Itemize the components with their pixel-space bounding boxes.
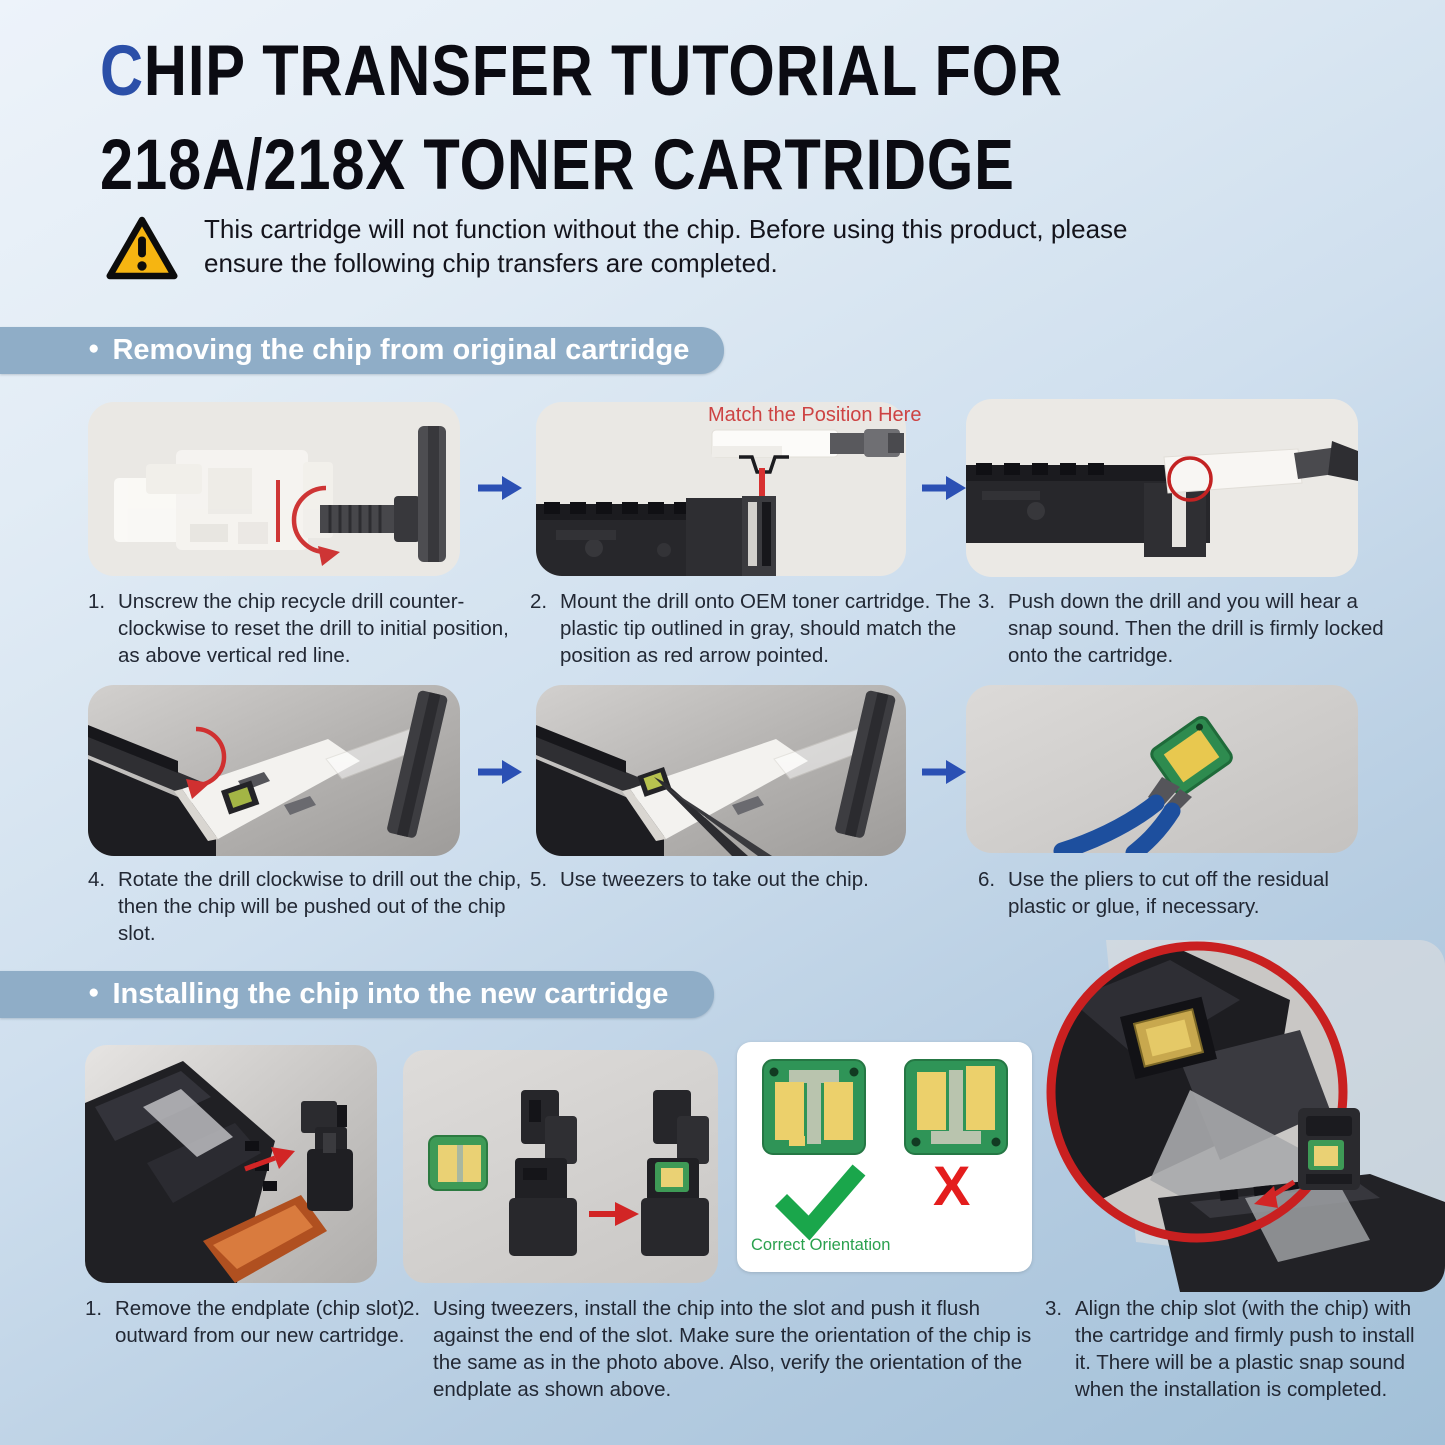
drill-handle (418, 426, 446, 562)
endplate-removal-illustration (85, 1045, 377, 1283)
section-header-installing (0, 971, 714, 1018)
drill-tip-piece (712, 429, 904, 472)
step-body: Rotate the drill clockwise to drill out the chip, then the chip will be pushed out of the chip slot. (118, 868, 522, 945)
step-text (978, 866, 1378, 920)
illustration-step2-mount-drill (536, 402, 906, 576)
step-number: 3. (1045, 1297, 1063, 1320)
drill-mount-illustration (536, 402, 906, 576)
step-text (88, 588, 522, 669)
endplate (301, 1101, 353, 1211)
step-text (403, 1295, 1043, 1403)
chip (429, 1136, 487, 1190)
drill-reset-illustration (88, 402, 460, 576)
section-header-removing (0, 327, 724, 374)
drill-handle (834, 690, 896, 839)
right-arrow-icon (920, 472, 968, 504)
drill-shaft (320, 496, 420, 542)
step-text (85, 1295, 433, 1349)
step-number: 4. (88, 868, 106, 891)
right-arrow-icon (920, 756, 968, 788)
step-body: Unscrew the chip recycle drill counter-clockwise to reset the drill to initial position, as above vertical red line. (118, 590, 509, 667)
step-body: Align the chip slot (with the chip) with the cartridge and firmly push to install it. There will be a plastic snap sound when the installation is completed. (1075, 1297, 1415, 1401)
bullet-icon: ● (88, 981, 100, 1003)
title-line1-text: HIP TRANSFER TUTORIAL FOR (143, 32, 1063, 111)
step-number: 6. (978, 868, 996, 891)
cross-icon: X (933, 1154, 971, 1217)
correct-orientation-label: Correct Orientation (751, 1236, 891, 1254)
illustration-step5-tweezers (536, 685, 906, 856)
tweezers-illustration (536, 685, 906, 856)
step-body: Push down the drill and you will hear a snap sound. Then the drill is firmly locked onto the cartridge. (1008, 590, 1384, 667)
step-body: Remove the endplate (chip slot) outward from our new cartridge. (115, 1297, 405, 1347)
drill-locked-illustration (966, 399, 1358, 577)
right-arrow-icon (476, 472, 524, 504)
step-body: Using tweezers, install the chip into the slot and push it flush against the end of the slot. Make sure the orientation of the chip is the same as in the photo above. Also, verify the orientation of the endplate as shown above. (433, 1297, 1032, 1401)
pliers-handles (1062, 803, 1172, 853)
step-number: 1. (88, 590, 106, 613)
step-number: 1. (85, 1297, 103, 1320)
step-body: Use tweezers to take out the chip. (560, 868, 869, 891)
illustration-install3-snap-endplate (1040, 940, 1445, 1292)
title-accent-letter: C (100, 32, 144, 111)
step-text (978, 588, 1398, 669)
step-text (530, 588, 998, 669)
page-title-line2: 218A/218X TONER CARTRIDGE (100, 126, 1015, 205)
illustration-install2-insert-chip (403, 1050, 718, 1283)
step-text (1045, 1295, 1435, 1403)
endplate-empty (509, 1090, 577, 1256)
step-number: 2. (403, 1297, 421, 1320)
pliers-illustration (966, 685, 1358, 853)
section-header-installing-text: Installing the chip into the new cartridge (112, 978, 669, 1010)
magnified-install-illustration (1040, 940, 1445, 1292)
illustration-step6-pliers (966, 685, 1358, 853)
illustration-step3-lock-drill (966, 399, 1358, 577)
step-number: 3. (978, 590, 996, 613)
check-icon (781, 1170, 859, 1228)
step-body: Mount the drill onto OEM toner cartridge. The plastic tip outlined in gray, should match the position as red arrow pointed. (560, 590, 971, 667)
illustration-step4-rotate-drill (88, 685, 460, 856)
warning-banner (106, 212, 1214, 281)
step-text (530, 866, 970, 893)
red-arrow-icon (589, 1202, 639, 1226)
page-title-line1 (100, 34, 1063, 110)
match-position-label: Match the Position Here (708, 404, 922, 426)
warning-icon (106, 215, 178, 281)
bullet-icon: ● (88, 337, 100, 359)
toner-cartridge (536, 496, 776, 576)
chip-wrong (905, 1060, 1007, 1154)
drill-rotate-illustration (88, 685, 460, 856)
step-number: 2. (530, 590, 548, 613)
drill-mounted (1164, 441, 1358, 493)
drill-handle (386, 690, 448, 839)
section-header-removing-text: Removing the chip from original cartridge (112, 334, 690, 366)
step-text (88, 866, 528, 947)
illustration-step1-reset-drill (88, 402, 460, 576)
step-number: 5. (530, 868, 548, 891)
warning-text: This cartridge will not function without the chip. Before using this product, please ensure the following chip transfers are completed. (204, 214, 1128, 278)
chip-insert-illustration (403, 1050, 718, 1283)
illustration-install1-remove-endplate (85, 1045, 377, 1283)
step-body: Use the pliers to cut off the residual plastic or glue, if necessary. (1008, 868, 1329, 918)
endplate-with-chip (641, 1090, 709, 1256)
right-arrow-icon (476, 756, 524, 788)
endplate-with-chip (1298, 1108, 1360, 1190)
chip-correct (763, 1060, 865, 1154)
chip-orientation-card (737, 1042, 1032, 1272)
